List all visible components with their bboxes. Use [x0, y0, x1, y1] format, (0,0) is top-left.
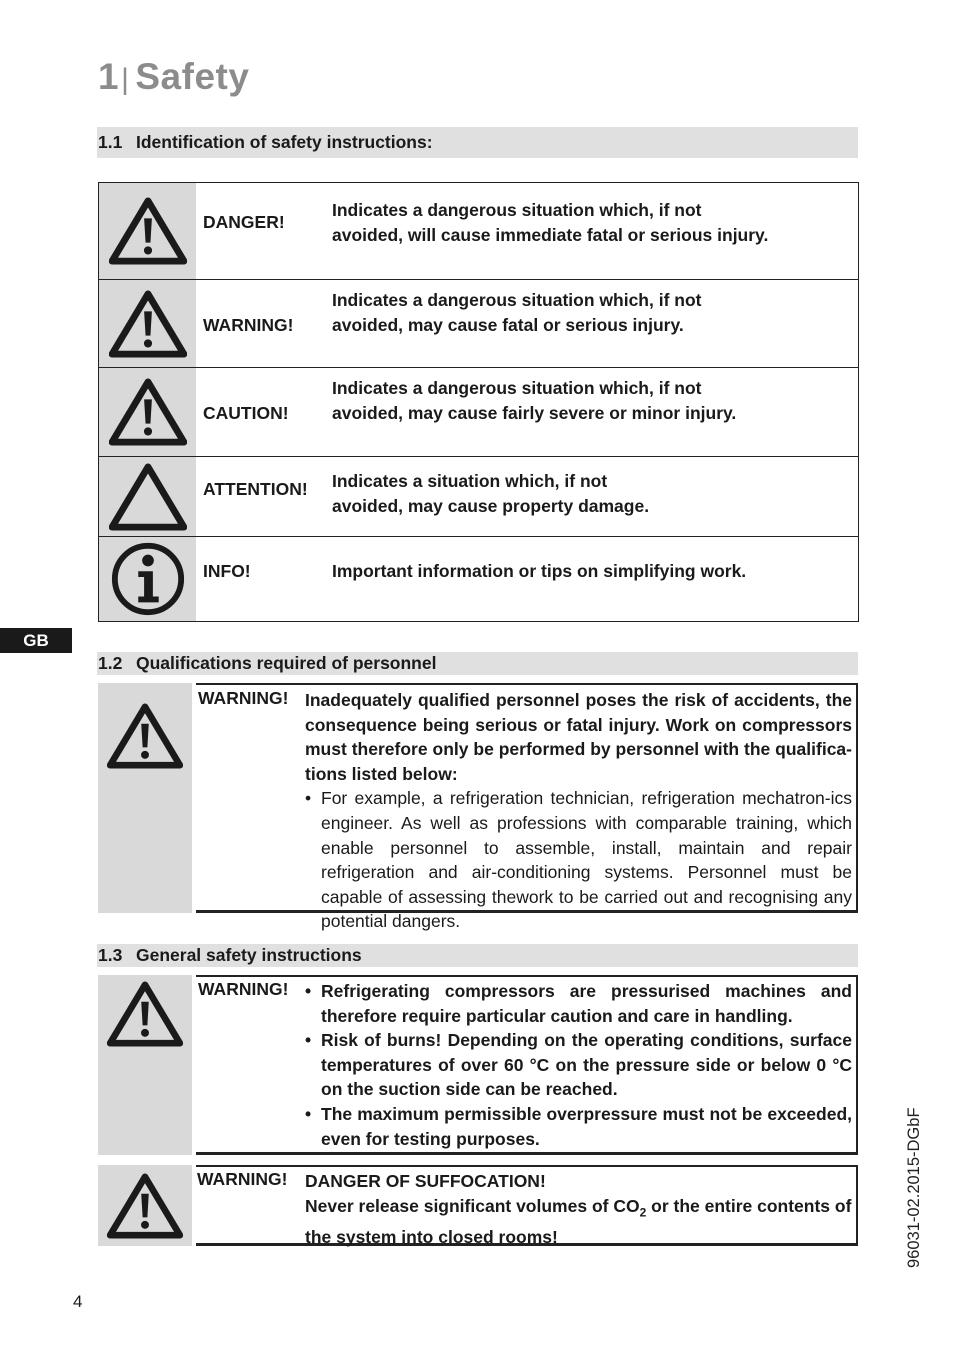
- warning-triangle-icon: [107, 703, 183, 769]
- chapter-title-text: Safety: [135, 56, 250, 97]
- table-row: [99, 368, 858, 457]
- table-row: [99, 457, 858, 537]
- list-item: • For example, a refrigeration technician, refrigeration mechatron-ics engineer. As well as professions with comparable training, which enable personnel to assemble, install, maintain and repair refrigeration and air-conditioning systems. Personnel must be capable of assessing thework to be carried out and recognising any potential dangers.: [305, 786, 852, 934]
- page-number: 4: [73, 1292, 83, 1311]
- warning-label: WARNING!: [198, 979, 289, 999]
- warning-description: [332, 288, 701, 337]
- section-title: General safety instructions: [136, 945, 362, 965]
- description-line: Indicates a situation which, if not: [332, 471, 608, 491]
- suffocation-heading: DANGER OF SUFFOCATION!: [305, 1171, 546, 1191]
- chapter-separator: |: [121, 63, 130, 96]
- description-line: Indicates a dangerous situation which, if not: [332, 378, 702, 398]
- section-heading-1-2: [97, 652, 858, 675]
- icon-cell: [99, 280, 196, 367]
- attention-description: [332, 469, 649, 518]
- info-icon: [109, 540, 187, 618]
- suffocation-warning: [98, 1165, 858, 1246]
- suffocation-line: [305, 1194, 852, 1225]
- warning-triangle-icon: [107, 1173, 183, 1239]
- description-line: avoided, may cause fairly severe or minor injury.: [332, 402, 737, 423]
- empty-triangle-icon: [109, 463, 187, 531]
- general-warning: [98, 975, 858, 1155]
- icon-cell: [99, 457, 196, 536]
- text-segment: Never release significant volumes of CO: [305, 1195, 640, 1216]
- warning-triangle-icon: [107, 981, 183, 1047]
- list-item: • Refrigerating compressors are pressurised machines and therefore require particular caution and care in handling.: [305, 979, 852, 1028]
- section-title: Qualifications required of personnel: [136, 653, 437, 673]
- chapter-number: 1: [98, 56, 120, 97]
- danger-description: [332, 198, 768, 247]
- icon-panel: [98, 1165, 192, 1246]
- icon-cell: [99, 537, 196, 621]
- warning-triangle-icon: [109, 197, 187, 265]
- warning-label: WARNING!: [203, 315, 294, 335]
- list-item: • Risk of burns! Depending on the operating conditions, surface temperatures of over 60 °C on the pressure side or below 0 °C on the suction side can be reached.: [305, 1028, 852, 1102]
- warning-body: [305, 688, 852, 934]
- description-line: avoided, will cause immediate fatal or serious injury.: [332, 224, 769, 245]
- section-number: 1.2: [98, 653, 123, 673]
- description-line: Indicates a dangerous situation which, if not: [332, 290, 702, 310]
- description-line: avoided, may cause fatal or serious injury.: [332, 314, 684, 335]
- warning-intro: Inadequately qualified personnel poses the risk of accidents, the consequence being serious or fatal injury. Work on compressors must therefore only be performed by personnel with the qualifica-tions listed below:: [305, 690, 852, 784]
- table-row: [99, 537, 858, 621]
- icon-panel: [98, 975, 192, 1155]
- suffocation-line: the system into closed rooms!: [305, 1226, 558, 1247]
- table-row: [99, 280, 858, 368]
- identification-table: [98, 182, 859, 622]
- caution-description: [332, 376, 736, 425]
- description-line: Indicates a dangerous situation which, if not: [332, 200, 702, 220]
- qualification-warning: [98, 683, 858, 932]
- chapter-title: [98, 56, 249, 98]
- text-segment: or the entire contents of: [646, 1195, 852, 1216]
- danger-label: DANGER!: [203, 212, 285, 232]
- description-line: Important information or tips on simplifying work.: [332, 561, 747, 581]
- section-heading-1-1: [97, 127, 858, 158]
- caution-label: CAUTION!: [203, 403, 289, 423]
- section-number: 1.3: [98, 945, 123, 965]
- table-row: [99, 183, 858, 280]
- icon-cell: [99, 183, 196, 279]
- warning-triangle-icon: [109, 378, 187, 446]
- description-line: avoided, may cause property damage.: [332, 495, 650, 516]
- document-code: 96031-02.2015-DGbF: [905, 1107, 923, 1268]
- warning-body: [305, 979, 852, 1151]
- language-tab: GB: [0, 628, 72, 653]
- icon-cell: [99, 368, 196, 456]
- warning-body: [305, 1169, 852, 1249]
- info-label: INFO!: [203, 561, 251, 581]
- warning-triangle-icon: [109, 290, 187, 358]
- section-heading-1-3: [97, 944, 858, 967]
- warning-label: WARNING!: [197, 1169, 288, 1189]
- section-number: 1.1: [98, 132, 123, 152]
- info-description: [332, 559, 746, 584]
- icon-panel: [98, 683, 192, 913]
- co2-subscript: 2: [639, 1205, 647, 1220]
- section-title: Identification of safety instructions:: [136, 132, 433, 152]
- attention-label: ATTENTION!: [203, 479, 308, 499]
- warning-label: WARNING!: [198, 688, 289, 708]
- list-item: • The maximum permissible overpressure must not be exceeded, even for testing purposes.: [305, 1102, 852, 1151]
